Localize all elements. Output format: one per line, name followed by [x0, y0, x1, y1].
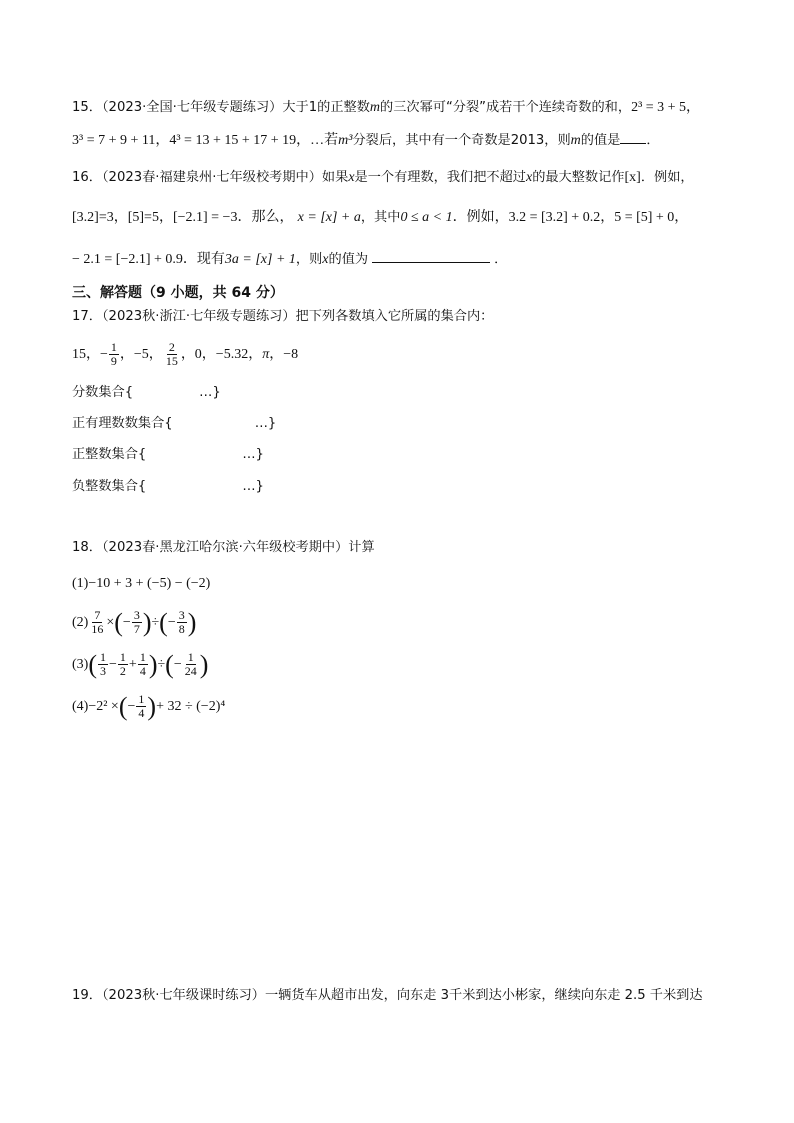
q18-p3-div: ÷	[157, 657, 166, 672]
set-tail: …}	[254, 416, 277, 431]
q16-text-e: ，其中	[360, 210, 401, 225]
q16-var-x-2: x	[525, 170, 533, 185]
q18-p4-tail: + 32 ÷ (−2)⁴	[156, 699, 226, 714]
q15-text-d: 的值是	[580, 133, 621, 148]
q15-period: ．	[646, 133, 660, 148]
q18-p2-f3-num: 3	[178, 608, 185, 623]
q18-p3-frac-a	[98, 651, 108, 678]
q15-var-m3: m³	[338, 133, 353, 148]
q18-p3-c-den: 4	[139, 664, 146, 679]
q18-p4-frac	[136, 693, 146, 720]
q15-var-m: m	[369, 100, 381, 115]
q16-text-a: 16．（2023春·福建泉州·七年级校考期中）如果	[72, 170, 349, 185]
q18-p2-frac3	[177, 609, 187, 636]
q18-part2: (2) $\frac{7}{16}$ ×(− $\frac{3}{7}$ )÷(− $\frac{3}{8}$ )	[72, 607, 197, 637]
q18-p2-label: (2)	[72, 615, 89, 630]
right-paren: )	[187, 607, 197, 637]
q16-line3	[72, 250, 507, 270]
q15-var-m-2: m	[570, 133, 581, 148]
q17-pi: π	[262, 347, 270, 362]
right-paren: )	[147, 691, 157, 721]
q17-set-negative-integer	[72, 477, 264, 497]
q16-period: ．	[494, 252, 508, 267]
q18-p3-a-num: 1	[100, 650, 106, 665]
q18-p3-frac-d	[183, 651, 199, 678]
q16-examples: [3.2]=3，[5]=5，[−2.1] = −3．那么，	[72, 210, 294, 225]
q15-text-b: 的三次幂可“分裂”成若干个连续奇数的和，	[380, 100, 632, 115]
q17-f1-num: 1	[110, 340, 117, 355]
q19-line1: 19．（2023秋·七年级课时练习）一辆货车从超市出发，向东走 3千米到达小彬家，继续向东走 2.5 千米到达	[72, 988, 703, 1003]
q16-floor-x: [x]	[624, 170, 641, 185]
right-paren: )	[199, 649, 209, 679]
q18-part3: (3)( $\frac{1}{3}$ − $\frac{1}{2}$ + $\frac{1}{4}$ )÷(− $\frac{1}{24}$ )	[72, 649, 209, 679]
left-paren: (	[88, 649, 97, 679]
q16-text-f: ，则	[295, 252, 323, 267]
q16-var-x-3: x	[322, 252, 329, 267]
q16-answer-blank[interactable]	[372, 250, 490, 263]
q18-p2-f2-den: 7	[133, 622, 140, 637]
q17-set-positive-integer	[72, 445, 264, 465]
set-label: 正有理数数集合{	[72, 416, 173, 431]
set-tail: …}	[242, 479, 264, 494]
q18-p2-f1-num: 7	[94, 608, 101, 623]
q17-prompt: 17．（2023秋·浙江·七年级专题练习）把下列各数填入它所属的集合内：	[72, 309, 494, 324]
q17-minus: −	[100, 347, 108, 362]
q17-fraction-2	[164, 341, 180, 368]
q18-prompt: 18．（2023春·黑龙江哈尔滨·六年级校考期中）计算	[72, 540, 375, 555]
q17-f1-den: 9	[110, 354, 117, 369]
q17-set-fraction	[72, 383, 221, 403]
q17-f2-den: 15	[165, 354, 178, 369]
q15-line1	[72, 98, 700, 118]
q18-p3-frac-b	[118, 651, 128, 678]
q18-p3-d-den: 24	[184, 664, 197, 679]
left-paren: (	[118, 691, 128, 721]
q18-p4-f-num: 1	[138, 692, 145, 707]
q17-numbers	[72, 338, 298, 372]
q16-line1	[72, 168, 694, 188]
q18-p2-frac2	[132, 609, 142, 636]
set-tail: …}	[242, 447, 264, 462]
q18-p3-b-den: 2	[119, 664, 126, 679]
q15-answer-blank[interactable]	[620, 131, 646, 144]
q18-p2-f1-den: 16	[91, 622, 104, 637]
q17-fraction-1	[109, 341, 119, 368]
q18-p2-div: ÷	[151, 615, 160, 630]
q15-text-a: 15．（2023·全国·七年级专题练习）大于1的正整数	[72, 100, 370, 115]
q18-p4-label: (4)−2² ×	[72, 699, 119, 714]
q18-p2-f2-num: 3	[133, 608, 140, 623]
q17-set-positive-rational	[72, 414, 276, 434]
q17-nums-4: ，−8	[269, 347, 299, 362]
q18-p3-a-den: 3	[100, 664, 106, 679]
q15-eq1: 2³ = 3 + 5，	[631, 100, 701, 115]
q16-text-c: 的最大整数记作	[532, 170, 625, 185]
set-label: 正整数集合{	[72, 447, 147, 462]
q18-p4-f-den: 4	[138, 706, 145, 721]
q16-line2	[72, 208, 688, 228]
set-label: 分数集合{	[72, 385, 134, 400]
q16-var-x: x	[348, 170, 355, 185]
q16-condition: 3a = [x] + 1	[224, 252, 296, 267]
section-header: 三、解答题（9 小题，共 64 分）	[72, 285, 284, 301]
set-tail: …}	[199, 385, 221, 400]
q17-nums-2: ，−5，	[119, 347, 163, 362]
q16-text-g: 的值为	[328, 252, 369, 267]
left-paren: (	[165, 649, 174, 679]
q16-text-d: ．例如，	[640, 170, 694, 185]
q15-eq2: 3³ = 7 + 9 + 11，4³ = 13 + 15 + 17 + 19，…若	[72, 133, 339, 148]
set-label: 负整数集合{	[72, 479, 147, 494]
right-paren: )	[148, 649, 158, 679]
q17-num-15: 15，	[72, 347, 100, 362]
q16-examples-2: ．例如，3.2 = [3.2] + 0.2，5 = [5] + 0，	[452, 210, 689, 225]
q18-p3-b-num: 1	[119, 650, 126, 665]
q18-part1: (1)−10 + 3 + (−5) − (−2)	[72, 576, 211, 591]
left-paren: (	[114, 607, 123, 637]
q18-p3-c-num: 1	[139, 650, 146, 665]
q15-text-c: 分裂后，其中有一个奇数是2013，则	[352, 133, 571, 148]
q16-text-b: 是一个有理数，我们把不超过	[354, 170, 526, 185]
q15-line2	[72, 131, 660, 151]
q18-p2-frac1	[89, 609, 105, 636]
q18-p2-times: ×	[106, 615, 115, 630]
q18-p2-f3-den: 8	[178, 622, 185, 637]
q16-example-3: − 2.1 = [−2.1] + 0.9．现有	[72, 252, 225, 267]
q18-p3-label: (3)	[72, 657, 89, 672]
q17-f2-num: 2	[168, 340, 175, 355]
left-paren: (	[159, 607, 168, 637]
q18-part4: (4)−2² ×(− $\frac{1}{4}$ )+ 32 ÷ (−2)⁴	[72, 691, 226, 721]
right-paren: )	[142, 607, 152, 637]
q16-range: 0 ≤ a < 1	[400, 210, 453, 225]
q18-p3-d-num: 1	[187, 650, 194, 665]
q16-definition: x = [x] + a	[297, 210, 361, 225]
q18-p3-frac-c	[138, 651, 148, 678]
q17-nums-3: ，0，−5.32，	[180, 347, 263, 362]
